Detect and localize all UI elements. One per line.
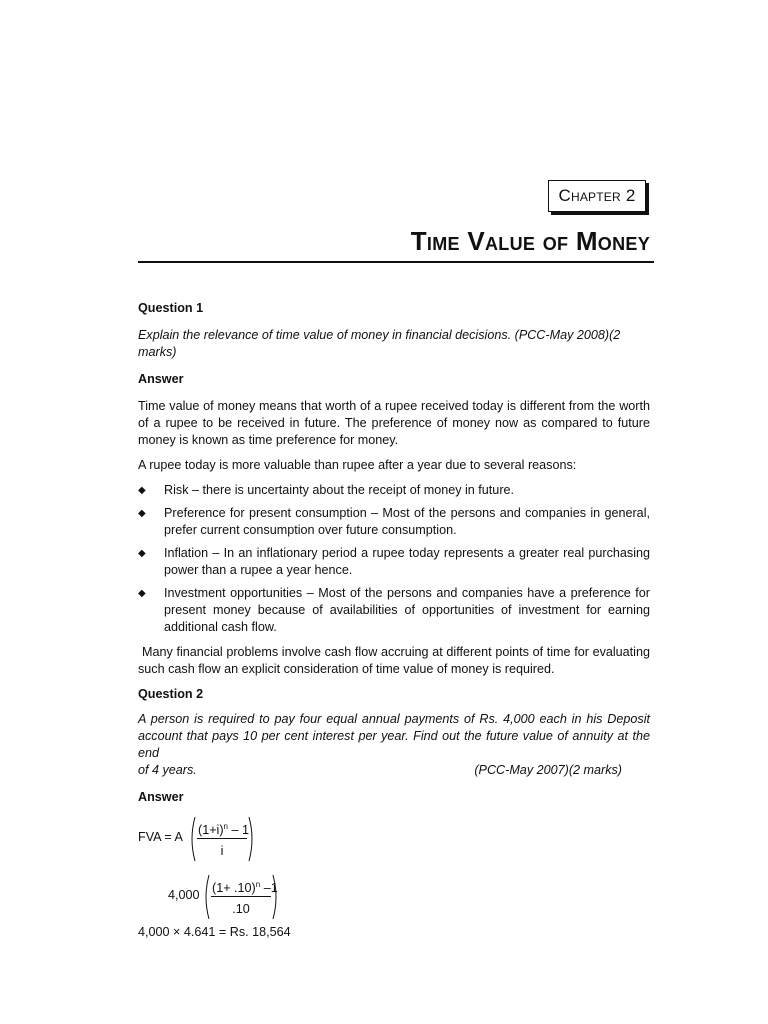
bullet-item-preference bbox=[138, 505, 650, 539]
formula-substituted bbox=[168, 874, 650, 924]
bullet-item-inflation bbox=[138, 545, 650, 579]
chapter-title: Time Value of Money bbox=[410, 226, 650, 256]
formula-substituted-bar bbox=[211, 896, 271, 897]
bullet-text: Risk – there is uncertainty about the receipt of money in future. bbox=[164, 483, 515, 497]
answer-2-heading: Answer bbox=[138, 790, 184, 804]
question-1-heading: Question 1 bbox=[138, 301, 204, 315]
question-2-line-2-left: of 4 years. bbox=[138, 763, 197, 777]
question-2-line-2 bbox=[138, 762, 650, 779]
bullet-item-risk bbox=[138, 482, 650, 499]
chapter-number: 2 bbox=[625, 186, 636, 205]
formula-result: 4,000 × 4.641 = Rs. 18,564 bbox=[138, 925, 291, 939]
answer-1-para-1: Time value of money means that worth of a rupee received today is different from the worth of a rupee to be received in future. The preference of money now as compared to future money is known as time preference for money. bbox=[138, 399, 650, 447]
question-1-text: Explain the relevance of time value of money in financial decisions. (PCC-May 2008)(2 marks) bbox=[138, 328, 621, 359]
answer-1-closing: Many financial problems involve cash flow accruing at different points of time for evaluating such cash flow an explicit consideration of time value of money is required. bbox=[138, 645, 650, 676]
diamond-bullet-icon: ◆ bbox=[138, 508, 146, 519]
answer-1-para-2: A rupee today is more valuable than rupee after a year due to several reasons: bbox=[138, 458, 577, 472]
question-2-source: (PCC-May 2007)(2 marks) bbox=[474, 763, 622, 777]
formula-substituted-lead: 4,000 bbox=[168, 888, 200, 902]
bullet-item-investment bbox=[138, 585, 650, 636]
left-paren-icon bbox=[202, 874, 210, 920]
question-2-line-1: A person is required to pay four equal annual payments of Rs. 4,000 each in his Deposit account that pays 10 per cent interest per year. Find out the future value of annuity at the end bbox=[138, 712, 650, 760]
formula-substituted-numerator: $(1+ .10)^n$ –1 bbox=[212, 880, 278, 895]
bullet-text: Inflation – In an inflationary period a rupee today represents a greater real purchasing power than a rupee a year hence. bbox=[164, 546, 650, 577]
chapter-label: Chapter bbox=[558, 186, 621, 205]
diamond-bullet-icon: ◆ bbox=[138, 588, 146, 599]
right-paren-icon bbox=[248, 816, 256, 862]
formula-fva-numerator: $(1+i)^n - 1$ bbox=[198, 822, 250, 837]
formula-fva-fraction bbox=[188, 816, 256, 862]
question-2-heading: Question 2 bbox=[138, 687, 204, 701]
formula-fva-bar bbox=[197, 838, 247, 839]
bullet-text: Preference for present consumption – Most of the persons and companies in general, prefer current consumption over future consumption. bbox=[164, 506, 650, 537]
answer-1-heading: Answer bbox=[138, 372, 184, 386]
question-2-text bbox=[138, 711, 650, 779]
document-body bbox=[138, 300, 650, 941]
right-paren-icon bbox=[272, 874, 280, 920]
formula-substituted-fraction bbox=[202, 874, 280, 920]
left-paren-icon bbox=[188, 816, 196, 862]
formula-fva bbox=[138, 816, 650, 866]
chapter-label-box bbox=[548, 180, 646, 212]
title-rule bbox=[138, 261, 654, 263]
formula-fva-lead: FVA = A bbox=[138, 830, 183, 844]
bullet-text: Investment opportunities – Most of the persons and companies have a preference for present money because of availabilities of opportunities of investment for earning additional cash flow. bbox=[164, 586, 650, 634]
diamond-bullet-icon: ◆ bbox=[138, 485, 146, 496]
formula-fva-denominator: i bbox=[220, 844, 224, 858]
diamond-bullet-icon: ◆ bbox=[138, 548, 146, 559]
formula-substituted-denominator: .10 bbox=[232, 902, 250, 916]
